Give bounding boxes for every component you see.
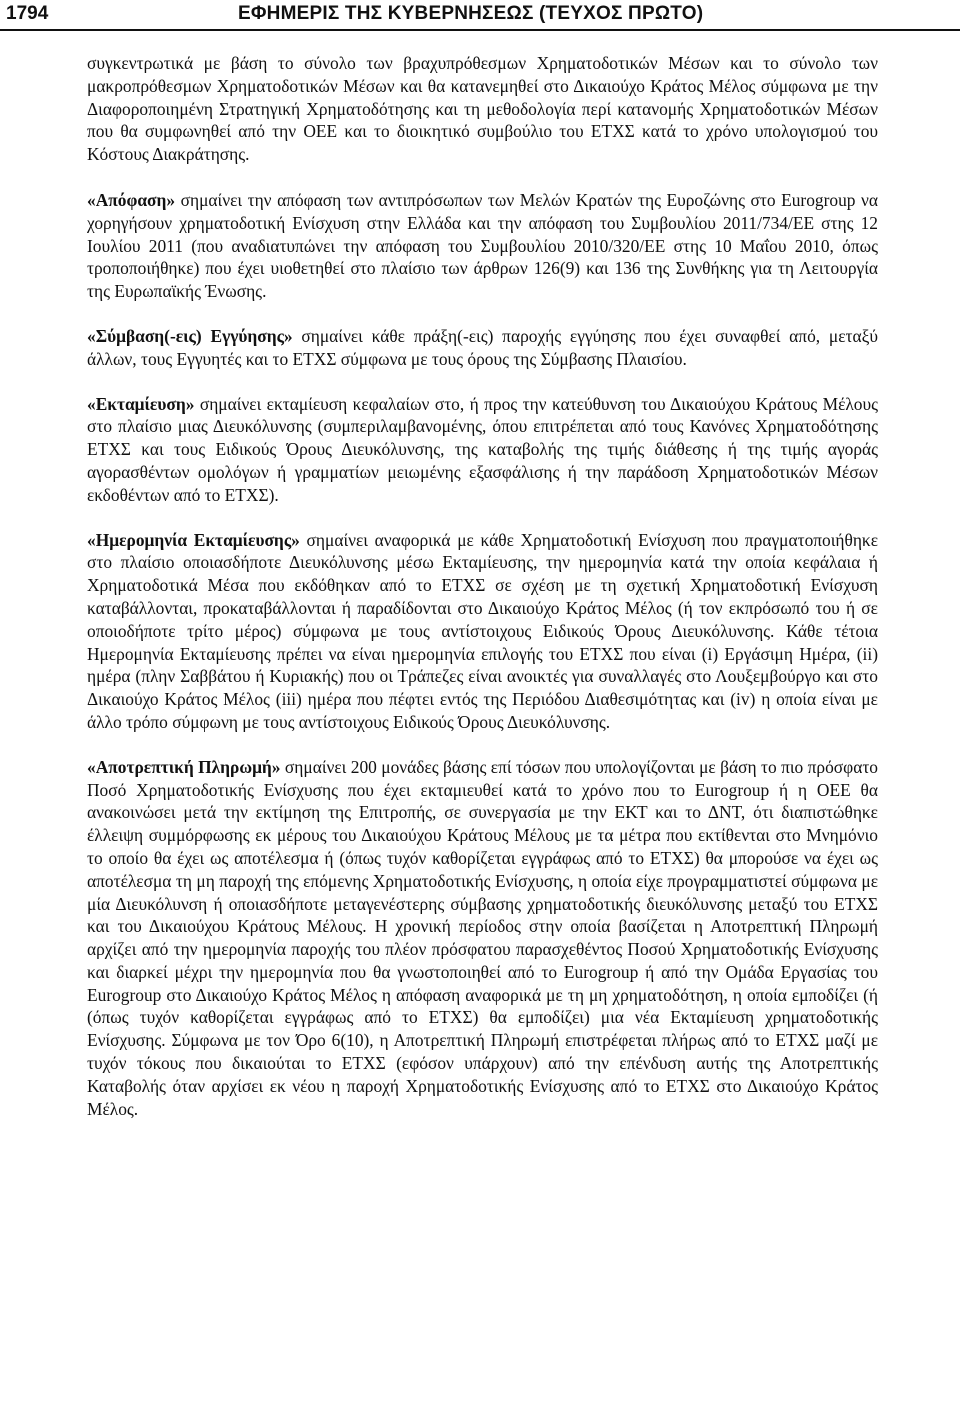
definition-apotreptiki-pliromi: [87, 756, 878, 1121]
definition-imerominia-ektamieusis: [87, 529, 878, 734]
definition-text: σημαίνει αναφορικά με κάθε Χρηματοδοτική Ενίσχυση που πραγματοποιήθηκε στο πλαίσιο οποιασδήποτε Διευκόλυνσης μέσω Εκταμίευσης, την ημερομηνία κατά την οποία κεφάλαια ή Χρηματοδοτικά Μέσα που εκδόθηκαν από το ΕΤΧΣ σε σχέση με τη σχετική Χρηματοδοτική Ενίσχυση καταβάλλονται, προκαταβάλλονται ή παραδίδονται στο Δικαιούχο Κράτος Μέλος (ή τον εκπρόσωπό του ή σε οποιοδήποτε τρίτο μέρος) σύμφωνα με τους αντίστοιχους Ειδικούς Όρους Διευκόλυνσης. Κάθε τέτοια Ημερομηνία Εκταμίευσης πρέπει να είναι ημερομηνία επιλογής του ΕΤΧΣ που είναι (i) Εργάσιμη Ημέρα, (ii) ημέρα (πλην Σαββάτου ή Κυριακής) που οι Τράπεζες είναι ανοικτές για συναλλαγές στο Λουξεμβούργο και στο Δικαιούχο Κράτος Μέλος (iii) ημέρα που πέφτει εντός της Περιόδου Διαθεσιμότητας και (iv) η οποία είναι με άλλο τρόπο σύμφωνη με τους αντίστοιχους Ειδικούς Όρους Διευκόλυνσης.: [87, 529, 879, 732]
definition-apofasi: [87, 189, 878, 303]
definition-term: «Ημερομηνία Εκταμίευσης»: [87, 529, 300, 550]
definition-term: «Αποτρεπτική Πληρωμή»: [87, 756, 281, 777]
header-rule: [0, 29, 960, 31]
page-number: 1794: [6, 3, 49, 24]
definition-term: «Σύμβαση(-εις) Εγγύησης»: [87, 325, 293, 346]
paragraph-continuation: [87, 52, 878, 166]
definition-text: σημαίνει εκταμίευση κεφαλαίων στο, ή προς την κατεύθυνση του Δικαιούχου Κράτους Μέλους στο πλαίσιο μιας Διευκόλυνσης (συμπεριλαμβανομένης, όπου επιτρέπεται από τους Κανόνες Χρηματοδότησης ΕΤΧΣ και τους Ειδικούς Όρους Διευκόλυνσης, της καταβολής της τιμής διάθεσης ή της τιμής αγοράς αγορασθέντων ομολόγων ή γραμματίων μειωμένης εξασφάλισης ή την παράδοση Χρηματοδοτικών Μέσων εκδοθέντων από το ΕΤΧΣ).: [87, 393, 878, 505]
page-header: [0, 0, 960, 30]
paragraph-text: συγκεντρωτικά με βάση το σύνολο των βραχυπρόθεσμων Χρηματοδοτικών Μέσων και το σύνολο των μακροπρόθεσμων Χρηματοδοτικών Μέσων και θα κατανεμηθεί στο Δικαιούχο Κράτος Μέλος σύμφωνα με την Διαφοροποιημένη Στρατηγική Χρηματοδότησης και τη μεθοδολογία περί κατανομής Χρηματοδοτικών Μέσων που θα συμφωνηθεί από την ΟΕΕ και το διοικητικό συμβούλιο του ΕΤΧΣ κατά το χρόνο υπολογισμού του Κόστους Διακράτησης.: [87, 53, 878, 165]
running-head: ΕΦΗΜΕΡΙΣ ΤΗΣ ΚΥΒΕΡΝΗΣΕΩΣ (ΤΕΥΧΟΣ ΠΡΩΤΟ): [238, 3, 704, 24]
definition-term: «Απόφαση»: [87, 189, 176, 210]
document-body: [87, 52, 878, 1142]
definition-text: σημαίνει κάθε πράξη(-εις) παροχής εγγύησης που έχει συναφθεί από, μεταξύ άλλων, τους Εγγυητές και το ΕΤΧΣ σύμφωνα με τους όρους της Σύμβασης Πλαισίου.: [87, 325, 878, 369]
definition-text: σημαίνει 200 μονάδες βάσης επί τόσων που υπολογίζονται με βάση το πιο πρόσφατο Ποσό Χρηματοδοτικής Ενίσχυσης που έχει εκταμιευθεί κατά το χρόνο που το Eurogroup ή η ΟΕΕ θα ανακοινώσει μετά την εκτίμηση της Επιτροπής, σε συνεργασία με την ΕΚΤ και το ΔΝΤ, ότι διαπιστώθηκε έλλειψη συμμόρφωσης εκ μέρους του Δικαιούχου Κράτους Μέλους με τα μέτρα που εκτίθενται στο Μνημόνιο το οποίο θα έχει ως αποτέλεσμα ή (όπως τυχόν καθορίζεται εγγράφως από το ΕΤΧΣ) θα μπορούσε να έχει ως αποτέλεσμα τη μη παροχή της επόμενης Χρηματοδοτικής Ενίσχυσης, η οποία είχε προγραμματιστεί σύμφωνα με μία Διευκόλυνση ή οποιασδήποτε μεταγενέστερης σύμβασης χρηματοδοτικής διευκόλυνσης μεταξύ του ΕΤΧΣ και του Δικαιούχου Κράτους Μέλους. Η χρονική περίοδος στην οποία βασίζεται η Αποτρεπτική Πληρωμή αρχίζει από την ημερομηνία παροχής του πλέον πρόσφατου παρασχεθέντος Ποσού Χρηματοδοτικής Ενίσχυσης και διαρκεί μέχρι την ημερομηνία που θα γνωστοποιηθεί από το Eurogroup ή από την Ομάδα Εργασίας του Eurogroup στο Δικαιούχο Κράτος Μέλος η απόφαση αναφορικά με τη μη χρηματοδότηση, η οποία εμποδίζει (ή (όπως τυχόν καθορίζεται εγγράφως από το ΕΤΧΣ) θα εμποδίζει) μια νέα Εκταμίευση χρηματοδοτικής Ενίσχυσης. Σύμφωνα με τον Όρο 6(10), η Αποτρεπτική Πληρωμή επιστρέφεται πλήρως από το ΕΤΧΣ μαζί με τυχόν τόκους που δικαιούται το ΕΤΧΣ (εφόσον υπάρχουν) από την επένδυση αυτής της Αποτρεπτικής Καταβολής όταν αρχίσει εκ νέου η παροχή Χρηματοδοτικής Ενίσχυσης από το ΕΤΧΣ στο Δικαιούχο Κράτος Μέλος.: [87, 756, 879, 1119]
definition-symvasi-engyisis: [87, 325, 878, 371]
definition-ektamieusi: [87, 393, 878, 507]
definition-text: σημαίνει την απόφαση των αντιπρόσωπων των Μελών Κρατών της Ευροζώνης στο Eurogroup να χορηγήσουν χρηματοδοτική Ενίσχυση στην Ελλάδα και την απόφαση του Συμβουλίου 2011/734/ΕΕ στης 12 Ιουλίου 2011 (που αναδιατυπώνει την απόφαση του Συμβουλίου 2010/320/ΕΕ στης 10 Μαΐου 2010, όπως τροποποιήθηκε) που έχει υιοθετηθεί στο πλαίσιο των άρθρων 126(9) και 136 της Συνθήκης για τη Λειτουργία της Ευρωπαϊκής Ένωσης.: [87, 189, 878, 302]
definition-term: «Εκταμίευση»: [87, 393, 195, 414]
